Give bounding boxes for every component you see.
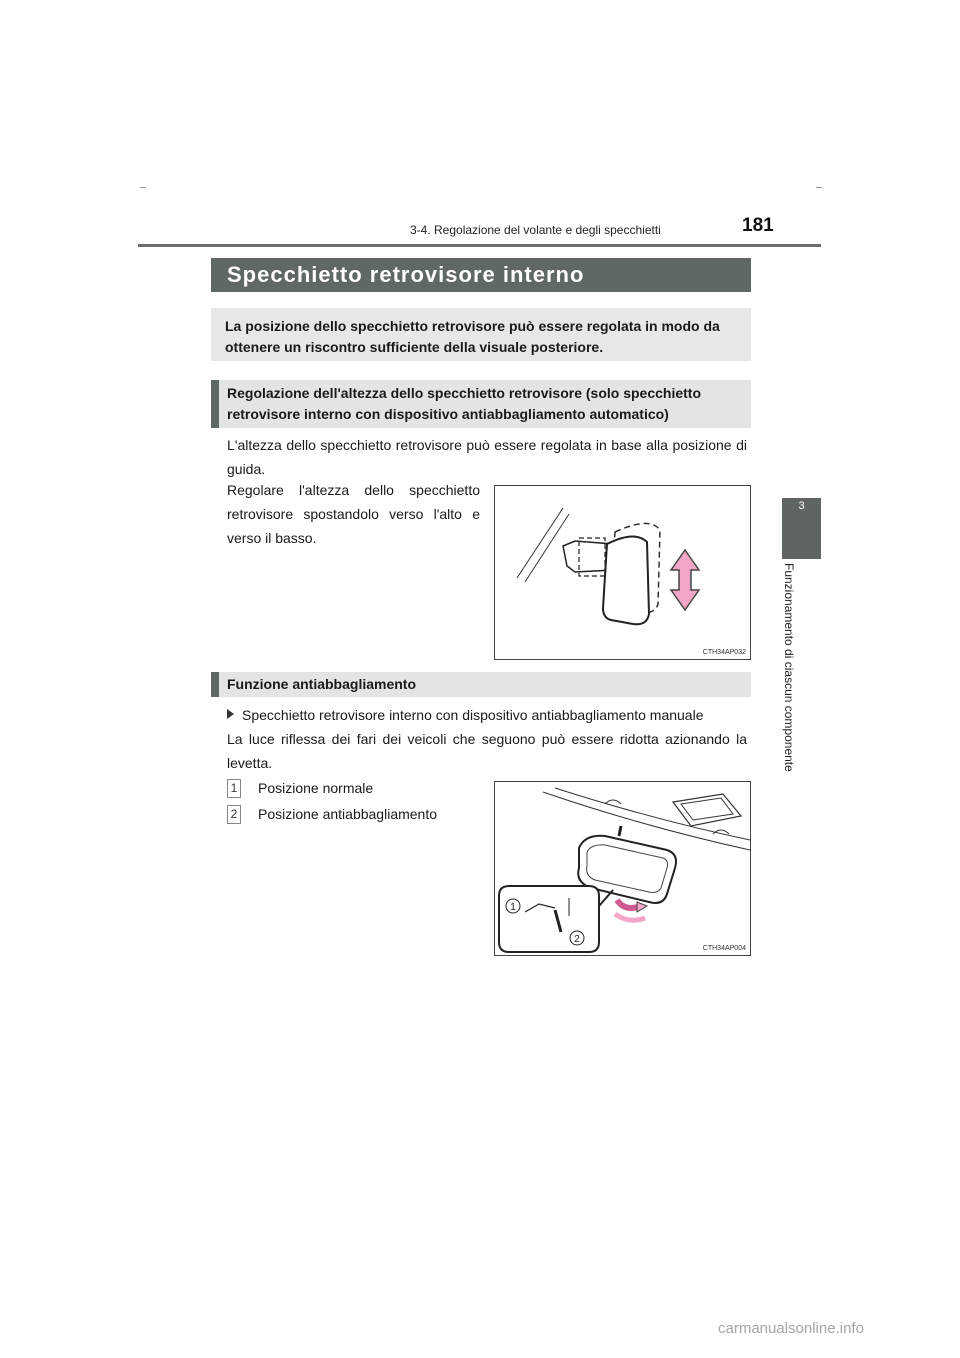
intro-box: La posizione dello specchietto retrovisore può essere regolata in modo da ottenere un riscontro sufficiente della visuale posteriore. <box>211 308 751 361</box>
item-number: 2 <box>227 805 241 824</box>
antiglare-illustration <box>495 782 752 957</box>
chapter-tab <box>782 498 821 559</box>
item-label: Posizione normale <box>258 780 374 796</box>
crop-mark <box>140 187 146 188</box>
section-heading-height-adjust: Regolazione dell'altezza dello specchietto retrovisore (solo specchietto retrovisore interno con dispositivo antiabbagliamento automatico) <box>211 380 751 428</box>
page-number: 181 <box>742 215 774 236</box>
section-heading-antiglare: Funzione antiabbagliamento <box>211 672 751 697</box>
figure-code: CTH34AP004 <box>702 945 746 952</box>
bullet-manual-antiglare <box>227 703 751 727</box>
paragraph-move-mirror: Regolare l'altezza dello specchietto retrovisore spostandolo verso l'alto e verso il basso. <box>227 482 480 546</box>
chapter-side-label <box>780 563 804 772</box>
header-section-title: 3-4. Regolazione del volante e degli specchietti <box>410 223 661 237</box>
mirror-height-illustration <box>495 486 752 661</box>
chapter-tab-number: 3 <box>798 500 805 512</box>
crop-mark <box>816 187 822 188</box>
figure-code: CTH34AP032 <box>702 649 746 656</box>
list-item <box>227 802 437 826</box>
item-label: Posizione antiabbagliamento <box>258 806 438 822</box>
header-divider <box>138 244 821 247</box>
bullet-text: Specchietto retrovisore interno con dispositivo antiabbagliamento manuale <box>242 707 704 723</box>
callout-number: 1 <box>510 902 516 913</box>
figure-antiglare-lever <box>494 781 751 956</box>
paragraph-height-adjust: L'altezza dello specchietto retrovisore può essere regolata in base alla posizione di guida. <box>227 437 747 477</box>
page-title: Specchietto retrovisore interno <box>211 258 751 292</box>
chapter-side-label-text: Funzionamento di ciascun componente <box>782 563 796 772</box>
watermark: carmanualsonline.info <box>718 1320 864 1337</box>
callout-number: 2 <box>574 934 580 945</box>
bullet-triangle-icon <box>227 709 234 719</box>
paragraph-antiglare: La luce riflessa dei fari dei veicoli che seguono può essere ridotta azionando la levetta. <box>227 731 747 771</box>
list-item <box>227 776 373 800</box>
figure-mirror-height <box>494 485 751 660</box>
item-number: 1 <box>227 779 241 798</box>
